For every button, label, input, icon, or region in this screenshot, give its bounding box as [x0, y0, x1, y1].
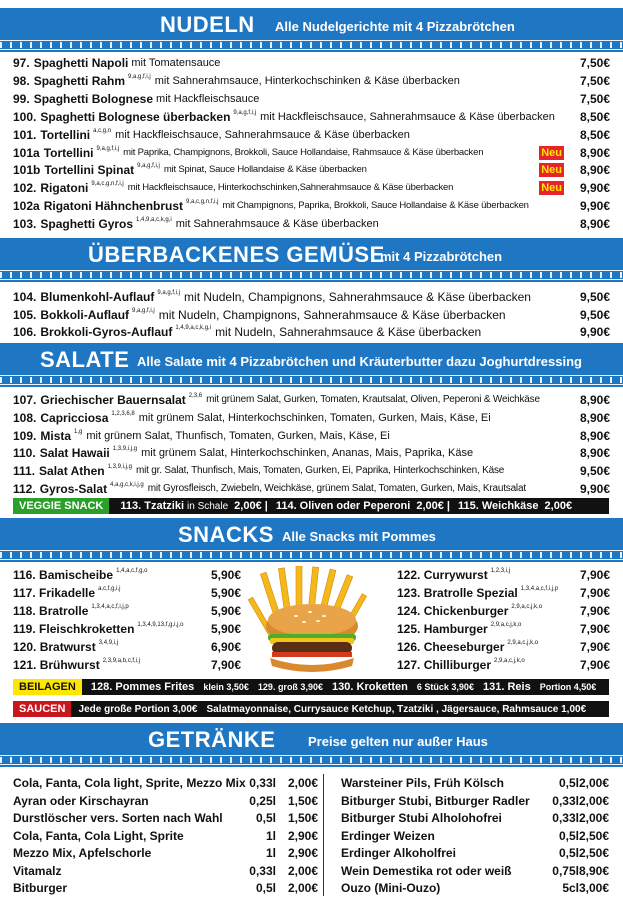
item-description: mit grünem Salat, Hinterkochschinken, Tomaten, Gurken, Mais, Käse, Ei	[138, 411, 491, 424]
snack-name: 127. Chilliburger	[397, 658, 492, 672]
drink-item	[13, 792, 318, 810]
item-number: 101a	[13, 145, 40, 160]
item-description: mit Sahnerahmsauce & Käse überbacken	[175, 218, 379, 231]
item-name: Spaghetti Rahm	[33, 73, 126, 88]
snack-item	[397, 620, 610, 638]
allergen-codes: 1,2,3,i,j	[490, 568, 511, 574]
beilagen-reis: 131. Reis	[483, 681, 531, 693]
veggie-item	[120, 500, 267, 512]
item-name: Salat Athen	[39, 464, 105, 479]
drink-price: 2,90€	[287, 828, 318, 843]
item-description: mit Gyrosfleisch, Zwiebeln, Weichkäse, grünem Salat, Tomaten, Gurken, Mais, Krautsalat	[147, 483, 526, 494]
item-number: 110.	[13, 446, 36, 461]
drink-name: Erdinger Alkoholfrei	[341, 846, 456, 860]
item-number: 102.	[13, 181, 37, 196]
snack-price: 7,90€	[579, 568, 610, 582]
menu-item-row	[13, 444, 610, 462]
drink-price: 2,90€	[287, 846, 318, 860]
snack-item	[397, 638, 610, 656]
item-description: mit Nudeln, Sahnerahmsauce & Käse überbacken	[215, 325, 482, 339]
nudeln-header	[0, 8, 623, 52]
snack-name: 122. Currywurst	[397, 568, 488, 582]
drink-volume: 0,5l	[255, 881, 276, 895]
item-name: Rigatoni Hähnchenbrust	[43, 199, 184, 214]
item-description: mit Hackfleischsauce, Hinterkochschinken,Sahnerahmsauce & Käse überbacken	[127, 182, 454, 194]
snack-price: 5,90€	[210, 568, 241, 582]
item-number: 112.	[13, 482, 36, 496]
drink-volume: 0,75l	[552, 863, 579, 878]
menu-item-row	[13, 126, 610, 144]
drink-price: 2,00€	[578, 793, 609, 808]
snack-name: 120. Bratwurst	[13, 640, 96, 654]
meander-border	[0, 375, 623, 385]
snack-name: 121. Brühwurst	[13, 658, 100, 672]
snack-item	[13, 656, 241, 674]
item-number: 106.	[13, 325, 37, 339]
nudeln-subtitle: Alle Nudelgerichte mit 4 Pizzabrötchen	[275, 19, 515, 34]
menu-item-row	[13, 161, 610, 179]
drink-item	[341, 792, 609, 810]
salate-title: SALATE	[40, 347, 130, 372]
drink-item	[13, 844, 318, 862]
gemuese-header	[0, 238, 623, 282]
item-description: mit Hackfleischsauce	[156, 92, 260, 105]
item-number: 107.	[13, 393, 37, 407]
item-number: 98.	[13, 73, 30, 88]
getraenke-header	[0, 723, 623, 767]
nudeln-title: NUDELN	[160, 12, 255, 37]
item-number: 103.	[13, 217, 37, 232]
menu-item-row	[13, 108, 610, 126]
item-name: Spaghetti Napoli	[33, 56, 129, 70]
drink-volume: 0,25l	[249, 793, 276, 808]
drink-volume: 0,33l	[552, 811, 579, 825]
snack-name: 119. Fleischkroketten	[13, 622, 135, 636]
drink-volume: 0,5l	[255, 811, 276, 825]
menu-item-row	[13, 391, 610, 409]
allergen-codes: 1,4,9,a,c,k,g,i	[175, 325, 212, 331]
item-price: 9,90€	[579, 181, 610, 196]
item-description: mit Hackfleischsauce, Sahnerahmsauce & Käse überbacken	[260, 110, 555, 123]
new-badge: Neu	[541, 146, 562, 159]
snack-price: 7,90€	[579, 604, 610, 618]
item-price: 8,50€	[579, 109, 610, 124]
item-price: 8,90€	[579, 428, 610, 443]
item-number: 109.	[13, 428, 37, 443]
menu-item-row	[13, 54, 610, 72]
beilagen-kroketten: 130. Kroketten	[332, 681, 408, 693]
allergen-codes: 1,4,a,c,f,g,o	[116, 568, 148, 574]
snack-name: 124. Chickenburger	[397, 604, 509, 618]
drink-item	[13, 827, 318, 845]
drink-price: 2,00€	[287, 863, 318, 878]
drink-name: Erdinger Weizen	[341, 828, 435, 843]
item-number: 101.	[13, 127, 37, 142]
drink-volume: 5cl	[562, 881, 579, 895]
menu-item-row	[13, 288, 610, 306]
veggie-item-price: 2,00€	[416, 500, 444, 512]
allergen-codes: 1,3,4,9,13,f,g,i,j,o	[137, 622, 184, 628]
drink-volume: 1l	[265, 846, 276, 860]
item-number: 111.	[13, 464, 36, 479]
drink-name: Bitburger Stubi Alholohofrei	[341, 811, 502, 825]
menu-item-row	[13, 197, 610, 215]
drink-volume: 0,33l	[552, 793, 579, 808]
allergen-codes: 1,4,9,a,c,k,g,i	[136, 217, 172, 224]
item-name: Capricciosa	[40, 410, 109, 425]
drink-name: Bitburger Stubi, Bitburger Radler	[341, 793, 530, 808]
saucen-list: Salatmayonnaise, Currysauce Ketchup, Tzatziki , Jägersauce, Rahmsauce 1,00€	[206, 704, 587, 715]
veggie-item-title: 113. Tzatziki	[120, 500, 185, 512]
item-price: 9,90€	[579, 199, 610, 214]
allergen-codes: 9,a,c,g,n,f,i,j	[91, 181, 124, 188]
snack-price: 7,90€	[579, 658, 610, 672]
snacks-header	[0, 518, 623, 562]
item-price: 8,90€	[579, 163, 610, 178]
drink-item	[13, 862, 318, 880]
beilagen-kroketten-price: 6 Stück 3,90€	[416, 682, 474, 692]
burger-fries-icon	[248, 566, 376, 676]
drink-price: 2,00€	[578, 811, 609, 825]
item-name: Gyros-Salat	[39, 482, 108, 496]
item-number: 100.	[13, 109, 37, 124]
allergen-codes: 1,3,4,a,c,f,i,j,p	[520, 586, 559, 592]
gemuese-title: ÜBERBACKENES GEMÜSE	[88, 242, 385, 267]
snack-item	[397, 566, 610, 584]
allergen-codes: a,c,g,n	[93, 127, 112, 134]
snack-name: 117. Frikadelle	[13, 586, 96, 600]
item-name: Griechischer Bauernsalat	[40, 393, 186, 407]
snack-item	[13, 602, 241, 620]
snack-name: 125. Hamburger	[397, 622, 488, 636]
veggie-item	[276, 500, 450, 512]
item-name: Rigatoni	[40, 181, 89, 196]
item-name: Bokkoli-Auflauf	[40, 307, 130, 322]
drink-name: Durstlöscher vers. Sorten nach Wahl	[13, 811, 223, 825]
snack-price: 7,90€	[210, 658, 241, 672]
menu-item-row	[13, 323, 610, 341]
snack-name: 118. Bratrolle	[13, 604, 89, 618]
item-name: Tortellini	[43, 145, 94, 160]
snack-item	[13, 566, 241, 584]
allergen-codes: 4,a,g,c,k,i,j,g	[110, 482, 144, 488]
item-number: 97.	[13, 56, 30, 70]
allergen-codes: 1,3,9,i,j,g	[112, 446, 138, 453]
item-price: 8,90€	[579, 446, 610, 461]
item-name: Spaghetti Bolognese	[33, 91, 154, 106]
drink-name: Cola, Fanta, Cola Light, Sprite	[13, 828, 184, 843]
item-description: mit grünem Salat, Gurken, Tomaten, Krautsalat, Oliven, Peperoni & Weichkäse	[206, 394, 540, 405]
drink-volume: 0,33l	[249, 863, 276, 878]
separator: |	[443, 500, 450, 512]
snack-name: 116. Bamischeibe	[13, 568, 114, 582]
veggie-item-title: 114. Oliven oder Peperoni	[275, 500, 411, 512]
item-name: Spaghetti Bolognese überbacken	[40, 109, 231, 124]
item-name: Brokkoli-Gyros-Auflauf	[40, 325, 173, 339]
item-name: Tortellini Spinat	[44, 163, 135, 178]
item-price: 7,50€	[579, 56, 610, 70]
item-description: mit grünem Salat, Thunfisch, Tomaten, Gurken, Mais, Käse, Ei	[86, 429, 390, 442]
item-number: 102a	[13, 199, 40, 214]
drink-name: Ayran oder Kirschayran	[13, 793, 149, 808]
drink-price: 2,50€	[578, 828, 609, 843]
saucen-portion: Jede große Portion 3,00€	[78, 704, 198, 715]
beilagen-gross: 129. groß 3,90€	[257, 682, 323, 692]
menu-item-row	[13, 144, 610, 162]
drink-price: 2,50€	[578, 846, 609, 860]
snack-price: 6,90€	[210, 640, 241, 654]
item-number: 108.	[13, 410, 37, 425]
drink-item	[13, 879, 318, 897]
item-price: 8,90€	[579, 217, 610, 232]
menu-item-row	[13, 462, 610, 480]
allergen-codes: 9,a,g,f,i,j	[157, 290, 181, 296]
drink-name: Ouzo (Mini-Ouzo)	[341, 881, 441, 895]
drink-volume: 0,5l	[558, 776, 579, 790]
veggie-snack-strip	[13, 498, 609, 514]
salate-subtitle: Alle Salate mit 4 Pizzabrötchen und Kräuterbutter dazu Joghurtdressing	[137, 354, 582, 369]
item-price: 8,90€	[579, 393, 610, 407]
item-price: 9,50€	[579, 307, 610, 322]
item-number: 99.	[13, 91, 30, 106]
item-price: 7,50€	[579, 73, 610, 88]
getraenke-title: GETRÄNKE	[148, 727, 276, 752]
drink-item	[13, 809, 318, 827]
item-description: mit Spinat, Sauce Hollandaise & Käse überbacken	[163, 164, 367, 176]
item-number: 104.	[13, 290, 37, 304]
item-number: 101b	[13, 163, 41, 178]
allergen-codes: 2,3,9,a,b,c,f,i,j	[102, 658, 141, 664]
allergen-codes: 2,9,a,c,j,k,o	[507, 640, 539, 646]
item-price: 8,90€	[579, 410, 610, 425]
menu-item-row	[13, 480, 610, 498]
drink-price: 2,00€	[578, 776, 609, 790]
item-description: mit Paprika, Champignons, Brokkoli, Sauce Hollandaise, Rahmsauce & Käse überbacken	[123, 146, 484, 158]
menu-item-row	[13, 306, 610, 324]
beilagen-reis-price: Portion 4,50€	[539, 682, 597, 692]
snack-price: 7,90€	[579, 640, 610, 654]
item-description: mit Nudeln, Champignons, Sahnerahmsauce & Käse überbacken	[158, 307, 506, 322]
item-description: mit Hackfleischsauce, Sahnerahmsauce & Käse überbacken	[115, 128, 410, 141]
beilagen-strip	[13, 679, 609, 695]
new-badge: Neu	[541, 164, 562, 177]
item-name: Mista	[40, 428, 72, 443]
allergen-codes: 1,3,9,i,j,g	[107, 464, 132, 471]
item-price: 8,50€	[579, 127, 610, 142]
meander-border	[0, 270, 623, 280]
item-description: mit Tomatensauce	[131, 57, 221, 69]
drink-price: 3,00€	[578, 881, 609, 895]
veggie-label: VEGGIE SNACK	[13, 498, 109, 514]
veggie-item-price: 2,00€	[234, 500, 262, 512]
item-number: 105.	[13, 307, 37, 322]
allergen-codes: 9,a,c,g,n,f,i,j	[186, 199, 219, 206]
allergen-codes: 9,a,g,f,i,j	[96, 145, 120, 152]
menu-item-row	[13, 427, 610, 445]
item-description: mit Champignons, Paprika, Brokkoli, Sauce Hollandaise & Käse überbacken	[222, 200, 529, 212]
item-price: 9,90€	[579, 325, 610, 339]
drink-price: 8,90€	[578, 863, 609, 878]
drink-name: Bitburger	[13, 881, 67, 895]
snack-item	[13, 638, 241, 656]
drink-item	[341, 862, 609, 880]
drink-volume: 0,5l	[558, 828, 579, 843]
meander-border	[0, 755, 623, 765]
meander-border	[0, 40, 623, 50]
allergen-codes: a,c,f,g,i,j	[98, 586, 121, 592]
drink-item	[13, 774, 318, 792]
drink-price: 1,50€	[287, 811, 318, 825]
item-name: Tortellini	[40, 127, 91, 142]
snack-price: 5,90€	[210, 622, 241, 636]
allergen-codes: 2,3,6	[188, 393, 203, 399]
saucen-label: SAUCEN	[13, 701, 71, 717]
snacks-title: SNACKS	[178, 522, 274, 547]
snack-price: 5,90€	[210, 604, 241, 618]
getraenke-subtitle: Preise gelten nur außer Haus	[308, 734, 488, 749]
drink-item	[341, 844, 609, 862]
snacks-subtitle: Alle Snacks mit Pommes	[282, 529, 436, 544]
beilagen-label: BEILAGEN	[13, 679, 82, 695]
snack-item	[397, 584, 610, 602]
item-name: Blumenkohl-Auflauf	[40, 290, 155, 304]
veggie-items	[112, 500, 572, 512]
item-description: mit Nudeln, Champignons, Sahnerahmsauce & Käse überbacken	[184, 290, 531, 304]
menu-item-row	[13, 215, 610, 233]
drink-price: 1,50€	[287, 793, 318, 808]
item-name: Spaghetti Gyros	[40, 217, 134, 232]
allergen-codes: 1,3,4,a,c,f,i,j,p	[91, 604, 129, 610]
item-price: 9,50€	[579, 464, 610, 479]
beilagen-klein: klein 3,50€	[203, 682, 249, 692]
new-badge: Neu	[541, 182, 562, 195]
veggie-item-price: 2,00€	[544, 500, 573, 512]
item-description: mit gr. Salat, Thunfisch, Mais, Tomaten, Gurken, Ei, Paprika, Hinterkochschinken, Käse	[135, 465, 505, 477]
item-description: mit Sahnerahmsauce, Hinterkochschinken & Käse überbacken	[154, 74, 460, 87]
drink-name: Warsteiner Pils, Früh Kölsch	[341, 776, 504, 790]
item-description: mit grünem Salat, Hinterkochschinken, Ananas, Mais, Paprika, Käse	[141, 447, 474, 460]
drink-item	[341, 774, 609, 792]
drink-item	[341, 827, 609, 845]
allergen-codes: 2,9,a,c,j,k,o	[490, 622, 522, 628]
item-price: 9,90€	[579, 482, 610, 496]
snack-item	[397, 602, 610, 620]
allergen-codes: 1,2,3,6,8	[111, 410, 135, 417]
allergen-codes: 2,9,a,c,j,k,o	[511, 604, 543, 610]
veggie-item	[458, 500, 572, 512]
snack-price: 7,90€	[579, 586, 610, 600]
veggie-item-title: 115. Weichkäse	[458, 500, 539, 512]
snack-price: 7,90€	[579, 622, 610, 636]
allergen-codes: 3,4,9,i,j	[98, 640, 119, 646]
item-price: 7,50€	[579, 91, 610, 106]
allergen-codes: 1,g	[74, 428, 83, 435]
drinks-divider	[323, 774, 324, 896]
veggie-item-note: in Schale	[187, 501, 229, 512]
item-price: 9,50€	[579, 290, 610, 304]
gemuese-subtitle: mit 4 Pizzabrötchen	[380, 249, 503, 264]
drink-name: Wein Demestika rot oder weiß	[341, 863, 512, 878]
menu-item-row	[13, 179, 610, 197]
snack-price: 5,90€	[210, 586, 241, 600]
drink-volume: 1l	[265, 828, 276, 843]
drink-item	[341, 809, 609, 827]
snack-name: 123. Bratrolle Spezial	[397, 586, 518, 600]
item-name: Salat Hawaii	[39, 446, 110, 461]
menu-item-row	[13, 90, 610, 108]
drink-volume: 0,33l	[249, 776, 276, 790]
drink-price: 2,00€	[287, 776, 318, 790]
menu-item-row	[13, 409, 610, 427]
drink-price: 2,00€	[287, 881, 318, 895]
snack-item	[13, 584, 241, 602]
snack-item	[13, 620, 241, 638]
allergen-codes: 9,a,g,f,i,j	[128, 73, 151, 80]
drink-volume: 0,5l	[558, 846, 579, 860]
drink-name: Mezzo Mix, Apfelschorle	[13, 846, 152, 860]
drink-name: Cola, Fanta, Cola light, Sprite, Mezzo Mix	[13, 776, 246, 790]
snack-item	[397, 656, 610, 674]
item-price: 8,90€	[579, 145, 610, 160]
saucen-strip	[13, 701, 609, 717]
drink-name: Vitamalz	[13, 863, 62, 878]
allergen-codes: 9,a,g,f,i,j	[233, 109, 257, 116]
separator: |	[261, 500, 268, 512]
salate-header	[0, 343, 623, 387]
allergen-codes: 2,9,a,c,j,k,o	[494, 658, 525, 664]
drink-item	[341, 879, 609, 897]
beilagen-pommes: 128. Pommes Frites	[90, 681, 195, 693]
allergen-codes: 9,a,g,f,i,j	[137, 163, 160, 170]
menu-item-row	[13, 72, 610, 90]
allergen-codes: 9,a,g,f,i,j	[132, 307, 155, 314]
meander-border	[0, 550, 623, 560]
snack-name: 126. Cheeseburger	[397, 640, 505, 654]
